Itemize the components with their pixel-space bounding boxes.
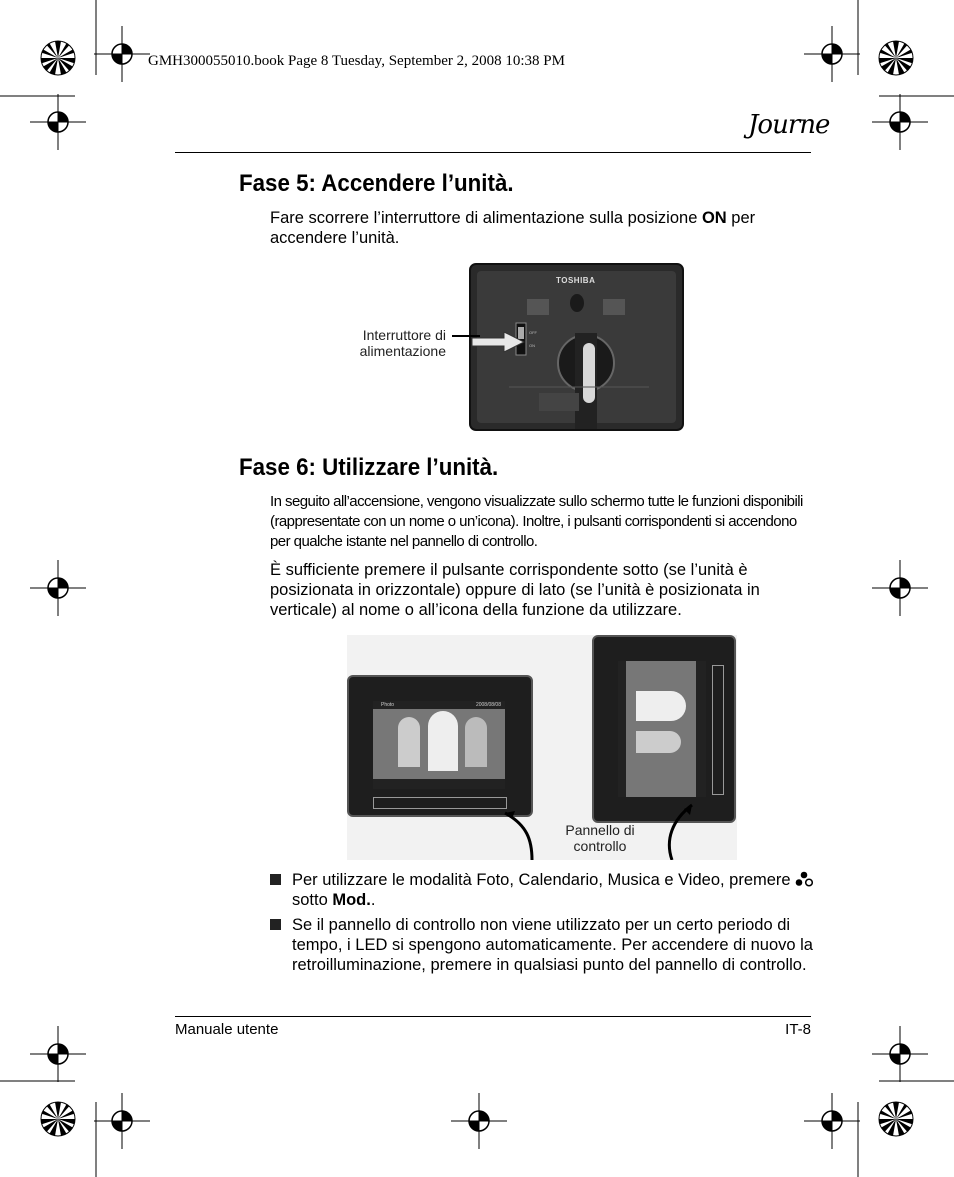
screen-title-label: Photo <box>381 702 395 708</box>
brand-logo: Journe <box>748 110 830 140</box>
screen-date-label: 2008/08/08 <box>475 702 501 708</box>
switch-label-off: OFF <box>529 330 537 335</box>
footer-rule <box>175 1016 811 1017</box>
step6-paragraph-2: È sufficiente premere il pulsante corrispondente sotto (se l’unità è posizionata in orizzontale) oppure di lato (se l’unità è posizionata in verticale) al nome o all’icona della funzione da utilizzare. <box>270 561 760 619</box>
step5-title: Fase 5: Accendere l’unità. <box>239 170 514 197</box>
device-orientation-figure <box>347 635 737 860</box>
bullet-square-icon <box>270 919 281 930</box>
print-header: GMH300055010.book Page 8 Tuesday, September 2, 2008 10:38 PM <box>148 53 565 69</box>
bullet-item-mode: Per utilizzare le modalità Foto, Calendario, Musica e Video, premere sotto Mod.. <box>270 870 815 910</box>
switch-label-on: ON <box>529 343 535 348</box>
mode-button-icon <box>795 871 813 887</box>
bullet-square-icon <box>270 874 281 885</box>
bullet-item-backlight: Se il pannello di controllo non viene utilizzato per un certo periodo di tempo, i LED si spengono automaticamente. Per accendere di nuovo la retroilluminazione, premere in qualsiasi punto del pannello di controllo. <box>270 915 815 975</box>
step5-text: Fare scorrere l’interruttore di alimentazione sulla posizione ON per accendere l’unità. <box>270 209 756 247</box>
step6-paragraph-1: In seguito all’accensione, vengono visualizzate sullo schermo tutte le funzioni disponibili (rappresentate con un nome o un’icona). Inoltre, i pulsanti corrispondenti si accendono per qualche istante nel pannello di controllo. <box>270 493 803 550</box>
device-brand-logo: TOSHIBA <box>556 276 596 285</box>
step6-title: Fase 6: Utilizzare l’unità. <box>239 454 499 481</box>
header-rule <box>175 152 811 153</box>
control-panel-label: Pannello di controllo <box>565 822 635 854</box>
power-switch-label: Interruttore di alimentazione <box>359 327 446 359</box>
power-switch-pointer <box>452 330 526 354</box>
footer-manual-title: Manuale utente <box>175 1021 279 1038</box>
control-panel-arrows <box>347 635 737 860</box>
footer-page-number: IT-8 <box>785 1021 811 1038</box>
